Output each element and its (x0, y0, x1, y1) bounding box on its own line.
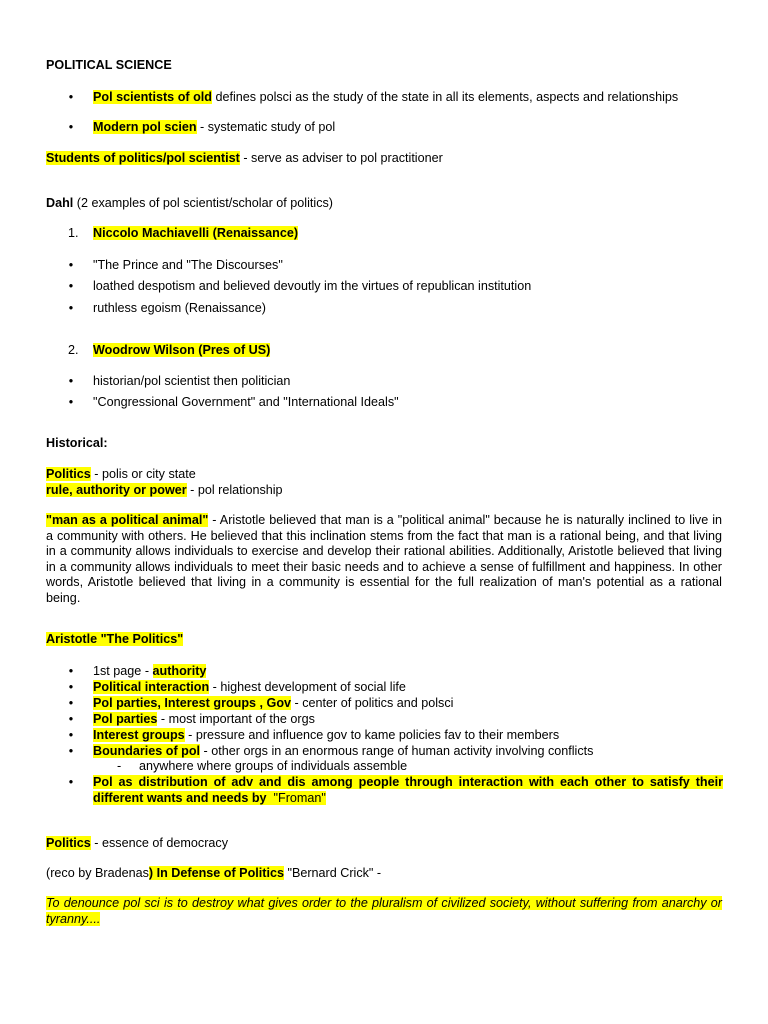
highlighted-term: "man as a political animal" (46, 513, 209, 527)
section-heading (46, 632, 722, 648)
highlighted-term: Modern pol scien (93, 120, 197, 134)
paragraph-text: - serve as adviser to pol practitioner (239, 151, 443, 165)
section-heading: Historical: (46, 436, 108, 450)
bold-term: Dahl (46, 196, 74, 210)
highlighted-term: Aristotle "The Politics" (46, 632, 184, 646)
highlighted-term: Niccolo Machiavelli (Renaissance) (93, 226, 299, 240)
paragraph (46, 196, 722, 212)
item-number: 2. (68, 343, 79, 357)
paragraph-text: - polis or city state (90, 467, 196, 481)
quote-paragraph (46, 896, 722, 927)
bullet-icon: • (68, 395, 74, 409)
bullet-icon: • (68, 279, 74, 293)
paragraph (46, 467, 722, 483)
paragraph-text: - Aristotle believed that man is a "political animal" because he is naturally inclined to live in a community with others. He believed that this inclination stems from the fact that man is a rational being, and that living in a community allows individuals to exercise and develop their rational abilities. Additionally, Aristotle believed that living in a community allows individuals to meet their basic needs and to achieve a sense of fulfillment and happiness. In other words, Aristotle believed that living in a community is essential for the full realization of man's potential as a rational being. (46, 513, 722, 605)
paragraph-text: - pol relationship (186, 483, 283, 497)
paragraph (46, 836, 722, 852)
bullet-icon: • (68, 744, 74, 758)
bullet-icon: • (68, 120, 74, 134)
highlighted-term: Pol parties (93, 712, 158, 726)
bullet-icon: • (68, 696, 74, 710)
bullet-text: - other orgs in an enormous range of human activity involving conflicts (200, 744, 594, 758)
paragraph-text: (reco by Bradenas (46, 866, 149, 880)
dash-marker: - (117, 759, 122, 773)
highlighted-term: Politics (46, 836, 91, 850)
bullet-text: - pressure and influence gov to kame policies fav to their members (184, 728, 560, 742)
item-number: 1. (68, 226, 79, 240)
highlighted-term: Pol as distribution of adv and dis among people through interaction with each other to satisfy their different wants and needs by (93, 775, 723, 805)
bullet-icon: • (68, 680, 74, 694)
paragraph (46, 151, 722, 167)
paragraph-text: - essence of democracy (90, 836, 228, 850)
paragraph-text: "Bernard Crick" - (283, 866, 382, 880)
bullet-icon: • (68, 775, 74, 789)
bullet-text: loathed despotism and believed devoutly im the virtues of republican institution (93, 279, 532, 293)
paragraph (46, 483, 722, 499)
bullet-text: - systematic study of pol (196, 120, 336, 134)
bullet-icon: • (68, 301, 74, 315)
bullet-icon: • (68, 664, 74, 678)
highlighted-term: authority (152, 664, 207, 678)
bullet-text: ruthless egoism (Renaissance) (93, 301, 266, 315)
paragraph (46, 866, 722, 882)
highlighted-term: Political interaction (93, 680, 210, 694)
bullet-icon: • (68, 258, 74, 272)
highlighted-term: Woodrow Wilson (Pres of US) (93, 343, 271, 357)
document-title: POLITICAL SCIENCE (46, 58, 172, 72)
highlighted-term: Interest groups (93, 728, 185, 742)
highlighted-term: Boundaries of pol (93, 744, 201, 758)
sub-bullet-text: anywhere where groups of individuals assemble (139, 759, 408, 773)
highlighted-term: Pol parties, Interest groups , Gov (93, 696, 292, 710)
highlighted-term: rule, authority or power (46, 483, 187, 497)
bullet-icon: • (68, 374, 74, 388)
highlighted-term: ) In Defense of Politics (148, 866, 284, 880)
bullet-text: - center of politics and polsci (291, 696, 454, 710)
bullet-text: "The Prince and "The Discourses" (93, 258, 283, 272)
bullet-text: historian/pol scientist then politician (93, 374, 291, 388)
highlighted-term: Students of politics/pol scientist (46, 151, 240, 165)
highlighted-quote: To denounce pol sci is to destroy what gives order to the pluralism of civilized society, without suffering from anarchy or tyranny.... (46, 896, 722, 926)
bullet-text: 1st page - (93, 664, 153, 678)
bullet-text: - highest development of social life (209, 680, 406, 694)
paragraph-text: (2 examples of pol scientist/scholar of politics) (73, 196, 333, 210)
highlighted-term: Politics (46, 467, 91, 481)
bullet-icon: • (68, 728, 74, 742)
bullet-text: "Congressional Government" and "International Ideals" (93, 395, 399, 409)
bullet-text: defines polsci as the study of the state in all its elements, aspects and relationships (211, 90, 679, 104)
paragraph (46, 513, 722, 606)
quoted-name: "Froman" (273, 790, 326, 805)
bullet-icon: • (68, 712, 74, 726)
bullet-text: - most important of the orgs (157, 712, 315, 726)
bullet-icon: • (68, 90, 74, 104)
highlighted-term: Pol scientists of old (93, 90, 212, 104)
